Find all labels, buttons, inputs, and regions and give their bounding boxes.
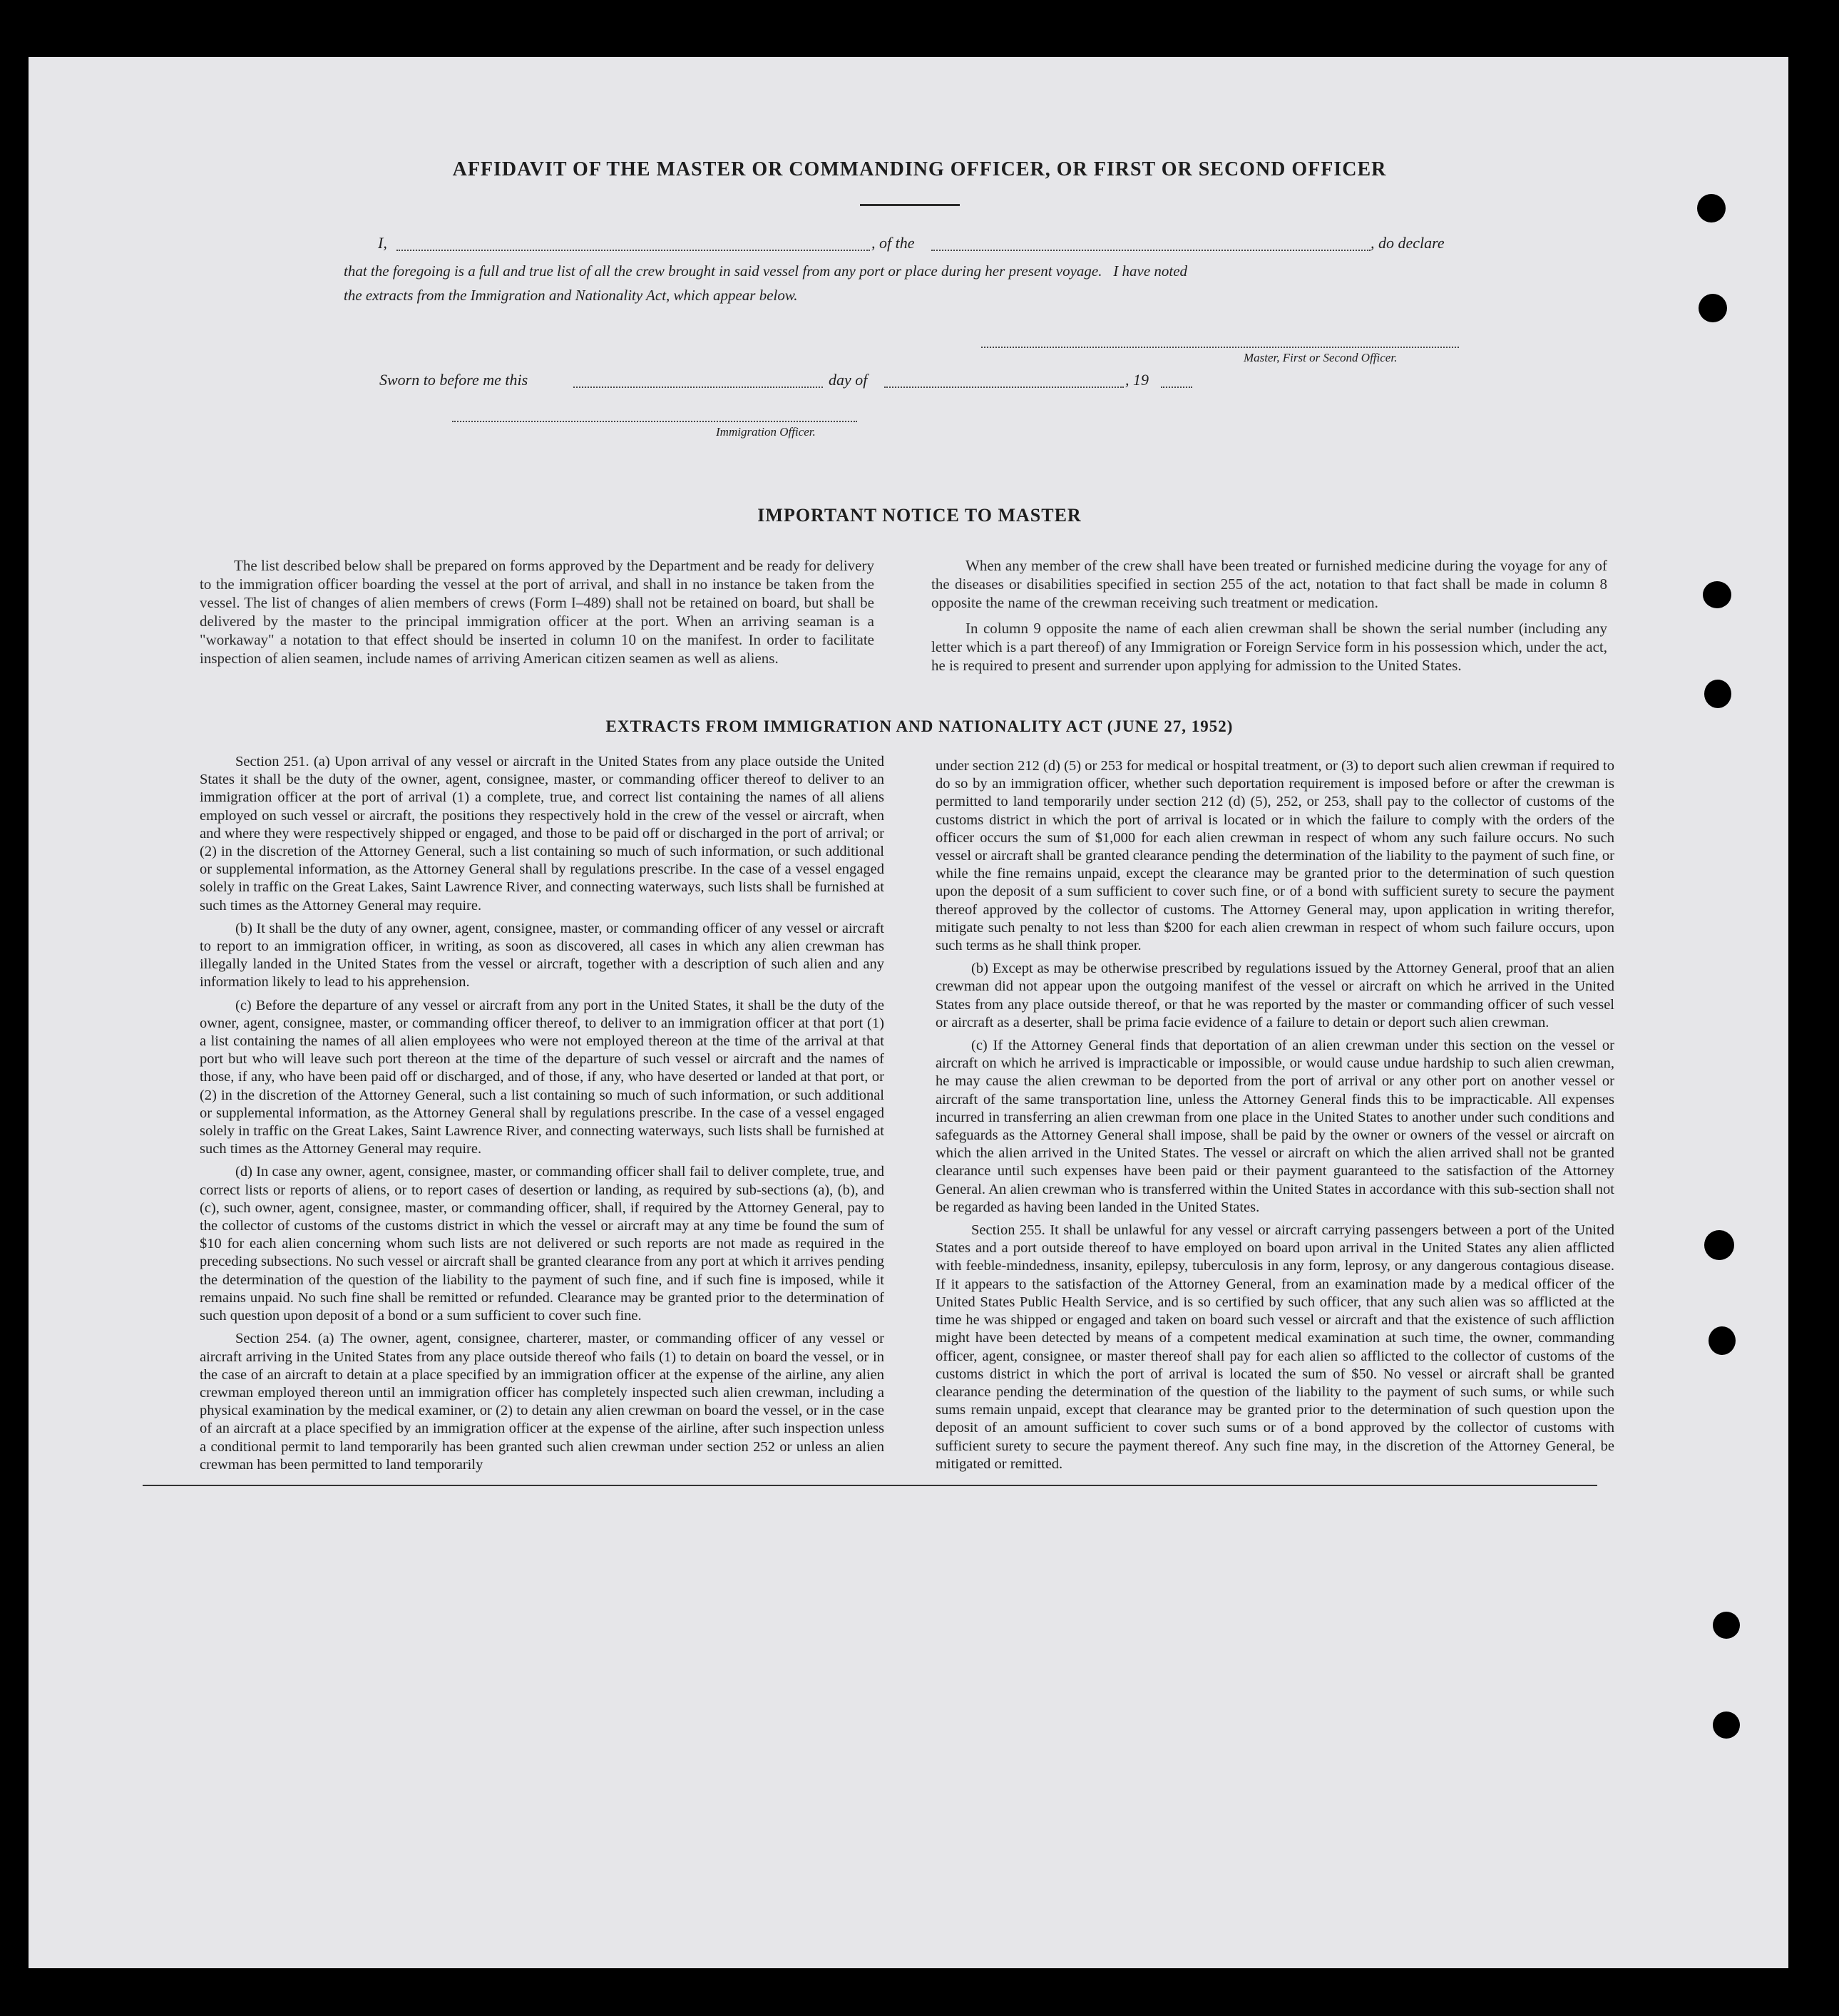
fold-crease-line xyxy=(143,1485,1597,1486)
year-label: , 19 xyxy=(1125,371,1149,389)
immigration-officer-label: Immigration Officer. xyxy=(716,425,816,439)
sworn-day-blank xyxy=(573,387,823,388)
section-254b: (b) Except as may be otherwise prescribed by regulations issued by the Attorney General, proof that an alien crewman did not appear upon the outgoing manifest of the vessel or aircraft on which he arrived in the United States from any place outside thereof, or that he was reported by the master or commanding officer of such vessel or aircraft as a deserter, shall be prima facie evidence of a failure to detain or deport such alien crewman. xyxy=(936,961,1614,1030)
section-251d: (d) In case any owner, agent, consignee, master, or commanding officer shall fail to deliver complete, true, and correct lists or reports of aliens, or to report cases of desertion or landing, as required by sub-sections (a), (b), and (c), such owner, agent, consignee, master, or commanding officer, shall, if required by the Attorney General, pay to the collector of customs of the customs district in which the vessel or aircraft may at any time be found the sum of $10 for each alien concerning whom such lists are not delivered or such reports are not made as required in the preceding subsections. No such vessel or aircraft shall be granted clearance from any port at which it arrives pending the determination of the question of the liability to the payment of such fine, and if such fine is imposed, while it remains unpaid. No such fine shall be remitted or refunded. Clearance may be granted prior to the determination of such question upon deposit of a bond or a sum sufficient to cover such fine. xyxy=(200,1164,884,1324)
title-rule xyxy=(860,204,960,206)
punch-hole xyxy=(1703,581,1731,608)
immigration-officer-line xyxy=(452,421,857,422)
sworn-month-blank xyxy=(884,387,1124,388)
sworn-year-blank xyxy=(1161,387,1192,388)
section-254c: (c) If the Attorney General finds that deportation of an alien crewman under this section on the vessel or aircraft on which he arrived is impracticable or impossible, or would cause undue hardship to such alien crewman, he may cause the alien crewman to be deported from the port of arrival or any other port on another vessel or aircraft of the same transportation line, unless the Attorney General finds this to be impracticable. All expenses incurred in transferring an alien crewman from one place in the United States to another under such conditions and safeguards as the Attorney General shall impose, shall be paid by the owner or owners of the vessel or aircraft on which the alien arrived in the United States. The vessel or aircraft on which the alien arrived shall not be granted clearance until such expenses have been paid or their payment guaranteed to the satisfaction of the Attorney General. An alien crewman who is transferred within the United States in accordance with this sub-section shall not be regarded as having been landed in the United States. xyxy=(936,1038,1614,1215)
notice-left-column xyxy=(200,556,874,675)
punch-hole xyxy=(1699,294,1727,322)
section-251a: Section 251. (a) Upon arrival of any vessel or aircraft in the United States from any place outside the United States it shall be the duty of the owner, agent, consignee, master, or commanding officer thereof to deliver to an immigration officer at the port of arrival (1) a complete, true, and correct list containing the names of all aliens employed on such vessel or aircraft, the positions they respectively hold in the crew of the vessel or aircraft, when and where they were respectively shipped or engaged, and those to be paid off or discharged in the port of arrival; or (2) in the discretion of the Attorney General, such a list containing so much of such information, or such additional or supplemental information, as the Attorney General shall by regulations prescribe. In the case of a vessel engaged solely in traffic on the Great Lakes, Saint Lawrence River, and connecting waterways, such lists shall be furnished at such times as the Attorney General may require. xyxy=(200,754,884,914)
vessel-blank xyxy=(931,250,1371,251)
notice-right-column xyxy=(931,556,1607,682)
section-254a-continued: under section 212 (d) (5) or 253 for medical or hospital treatment, or (3) to deport such alien crewman if required to do so by an immigration officer, whether such deportation requirement is imposed before or after the crewman is permitted to land temporarily under section 212 (d) (5), 252, or 253, shall pay to the collector of customs of the customs district in which the port of arrival is located or in which the failure to comply with the orders of the officer occurs the sum of $1,000 for each alien crewman in respect of whom any such failure occurs. No such vessel or aircraft shall be granted clearance pending the determination of the liability to the payment of such fine, or while the fine remains unpaid, except the clearance may be granted prior to the determination of such question upon the deposit of a sum sufficient to cover such fine, or of a bond with sufficient surety to secure the payment thereof approved by the collector of customs. The Attorney General may, upon application in writing therefor, mitigate such penalty to not less than $200 for each alien crewman in respect of whom such failure occurs, upon such terms as he shall think proper. xyxy=(936,758,1614,954)
affidavit-statement-line2: the extracts from the Immigration and Nationality Act, which appear below. xyxy=(344,287,798,304)
master-signature-label: Master, First or Second Officer. xyxy=(1244,351,1398,364)
affidavit-title: AFFIDAVIT OF THE MASTER OR COMMANDING OFFICER, OR FIRST OR SECOND OFFICER xyxy=(452,158,1387,180)
day-of-label: day of xyxy=(829,371,868,389)
master-signature-line xyxy=(981,347,1459,348)
extracts-right-column xyxy=(936,757,1614,1478)
affidavit-declare-label: , do declare xyxy=(1371,234,1445,252)
section-254a: Section 254. (a) The owner, agent, consignee, charterer, master, or commanding officer of any vessel or aircraft arriving in the United States from any place outside thereof who fails (1) to detain on board the vessel, or in the case of an aircraft to detain at a place specified by an immigration officer at the expense of the airline, any alien crewman employed thereon until an immigration officer has completely inspected such alien crewman, including a physical examination by the medical examiner, or (2) to detain any alien crewman on board the vessel, or in the case of an aircraft at a place specified by an immigration officer at the expense of the airline, after such inspection unless a conditional permit to land temporarily has been granted such alien crewman under section 252 or unless an alien crewman has been permitted to land temporarily xyxy=(200,1331,884,1473)
sworn-label: Sworn to before me this xyxy=(379,371,528,389)
punch-hole xyxy=(1709,1326,1736,1355)
punch-hole xyxy=(1704,1230,1734,1260)
punch-hole xyxy=(1697,194,1726,222)
section-251c: (c) Before the departure of any vessel or aircraft from any port in the United States, it shall be the duty of the owner, agent, consignee, master, or commanding officer thereof, to deliver to an immigration officer at that port (1) a list containing the names of all alien employees who were not employed thereon at the time of the arrival at that port but who will leave such port thereon at the time of the departure of such vessel or aircraft and the names of those, if any, who have been paid off or discharged, and of those, if any, who have deserted or landed at that port, or (2) in the discretion of the Attorney General, such a list containing so much of such information, or such additional or supplemental information, as the Attorney General shall by regulations prescribe. In the case of a vessel engaged solely in traffic on the Great Lakes, Saint Lawrence River, and connecting waterways, such lists shall be furnished at such times as the Attorney General may require. xyxy=(200,997,884,1157)
affidavit-i-label: I, xyxy=(378,234,387,252)
notice-title: IMPORTANT NOTICE TO MASTER xyxy=(757,505,1082,526)
section-255: Section 255. It shall be unlawful for any vessel or aircraft carrying passengers between a port of the United States and a port outside thereof to have employed on board upon arrival in the United States any alien afflicted with feeble-mindedness, insanity, epilepsy, tuberculosis in any form, leprosy, or any dangerous contagious disease. If it appears to the satisfaction of the Attorney General, from an examination made by a medical officer of the United States Public Health Service, and is so certified by such officer, that any such alien was so afflicted at the time he was shipped or engaged and taken on board such vessel or aircraft and that the existence of such affliction might have been detected by means of a competent medical examination at such time, the owner, commanding officer, agent, consignee, or master thereof shall pay for each alien so afflicted to the collector of customs of the customs district in which the port of arrival is located the sum of $50. No vessel or aircraft shall be granted clearance pending the determination of the question of the liability to the payment of such sums, or while such sums remain unpaid, except that clearance may be granted prior to the determination of such question upon the deposit of an amount sufficient to cover such sums or of a bond approved by the collector of customs with sufficient surety to secure the payment thereof. Any such fine may, in the discretion of the Attorney General, be mitigated or remitted. xyxy=(936,1222,1614,1472)
affidavit-statement-line: that the foregoing is a full and true list of all the crew brought in said vessel from any port or place during her present voyage. I have noted xyxy=(344,262,1188,280)
affidavit-of-the-label: , of the xyxy=(871,234,915,252)
section-251b: (b) It shall be the duty of any owner, agent, consignee, master, or commanding officer of any vessel or aircraft to report to an immigration officer, in writing, as soon as discovered, all cases in which any alien crewman has illegally landed in the United States from the vessel or aircraft, together with a description of such alien and any information likely to lead to his apprehension. xyxy=(200,920,884,991)
extracts-left-column xyxy=(200,753,884,1479)
extracts-title: EXTRACTS FROM IMMIGRATION AND NATIONALITY ACT (JUNE 27, 1952) xyxy=(605,717,1234,735)
notice-right-paragraph-2: In column 9 opposite the name of each alien crewman shall be shown the serial number (including any letter which is a part thereof) of any Immigration or Foreign Service form in his possession which, under the act, he is required to present and surrender upon applying for admission to the United States. xyxy=(931,620,1607,674)
punch-hole xyxy=(1713,1612,1740,1639)
punch-hole xyxy=(1713,1711,1740,1739)
punch-hole xyxy=(1704,680,1731,708)
notice-right-paragraph-1: When any member of the crew shall have been treated or furnished medicine during the voyage for any of the diseases or disabilities specified in section 255 of the act, notation to that fact shall be made in column 8 opposite the name of the crewman receiving such treatment or medication. xyxy=(931,557,1607,611)
notice-left-paragraph: The list described below shall be prepared on forms approved by the Department and be ready for delivery to the immigration officer boarding the vessel at the port of arrival, and shall in no instance be taken from the vessel. The list of changes of alien members of crews (Form I–489) shall not be retained on board, but shall be delivered by the master to the principal immigration officer at the port. When an arriving seaman is a "workaway" a notation to that effect should be inserted in column 10 on the manifest. In order to facilitate inspection of alien seamen, include names of arriving American citizen seamen as well as aliens. xyxy=(200,557,874,667)
name-blank xyxy=(396,250,870,251)
